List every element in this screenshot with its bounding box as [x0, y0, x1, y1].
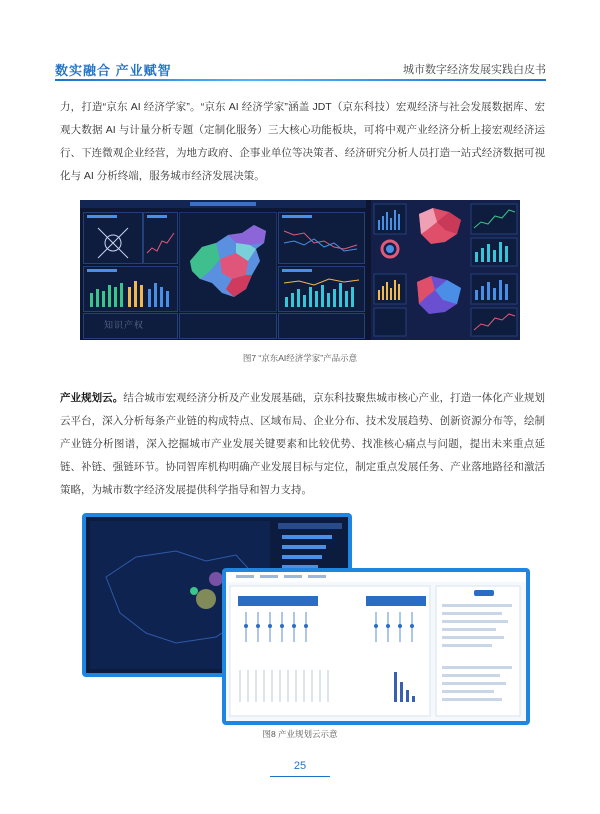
dashboard-main-screen: [80, 200, 366, 340]
header-right-title: 城市数字经济发展实践白皮书: [403, 64, 546, 76]
figure-watermark: 知识产权: [104, 320, 145, 330]
figure-7-dashboard: [80, 200, 520, 340]
panel-bottom-center: [179, 313, 277, 339]
paragraph-body: 结合城市宏观经济分析及产业发展基础，京东科技聚焦城市核心产业，打造一体化产业规划云平台，深入分析每条产业链的构成特点、区域布局、企业分布、技术发展趋势、创新资源分布等，绘制产业链分析图谱，深入挖掘城市产业发展关键要素和比较优势、找准核心痛点与问题，提出未来重点延链、补链、强链环节。协同智库机构明确产业发展目标与定位，制定重点发展任务、产业落地路径和激活策略，为城市数字经济发展提供科学指导和智力支持。: [60, 392, 546, 496]
panel-indicator-gauge: [83, 212, 143, 264]
paragraph-ai-economist: 力，打造“京东 AI 经济学家”。“京东 AI 经济学家”涵盖 JDT（京东科技）宏观经济与社会发展数据库、宏观大数据 AI 与计量分析专题（定制化服务）三大核心功能板块，可将中观产业经济分析上接宏观经济运行、下连微观企业经营，为地方政府、企事业单位等决策者、经济研究分析人员打造一站式经济数据可视化与 AI 分析终端，服务城市经济发展决策。: [60, 101, 545, 182]
gauge-graphic: [84, 213, 142, 263]
page-number: 25: [293, 760, 307, 772]
figure-8-chain-screen: [222, 568, 530, 725]
dashboard-side-screens: [371, 200, 520, 340]
panel-bar-chart: [83, 266, 178, 312]
side-dashboard-graphic: [371, 200, 520, 340]
paragraph-industry-cloud: [60, 387, 545, 502]
page-number-underline: [270, 776, 330, 777]
page-header: [0, 0, 600, 84]
panel-column-chart: [278, 266, 365, 312]
figure-8-caption: 图8 产业规划云示意: [262, 729, 338, 739]
chain-screen-graphic: [226, 572, 526, 721]
paragraph-lead-term: 产业规划云。: [60, 392, 124, 404]
panel-china-map: [179, 212, 277, 312]
panel-line-chart: [278, 212, 365, 264]
header-divider: [55, 79, 546, 81]
panel-bottom-right: [278, 313, 365, 339]
china-map-graphic: [180, 213, 276, 311]
header-left-title: 数实融合 产业赋智: [55, 63, 172, 78]
panel-trend: [143, 212, 178, 264]
figure-7-caption: 图7 “京东AI经济学家”产品示意: [242, 353, 358, 363]
